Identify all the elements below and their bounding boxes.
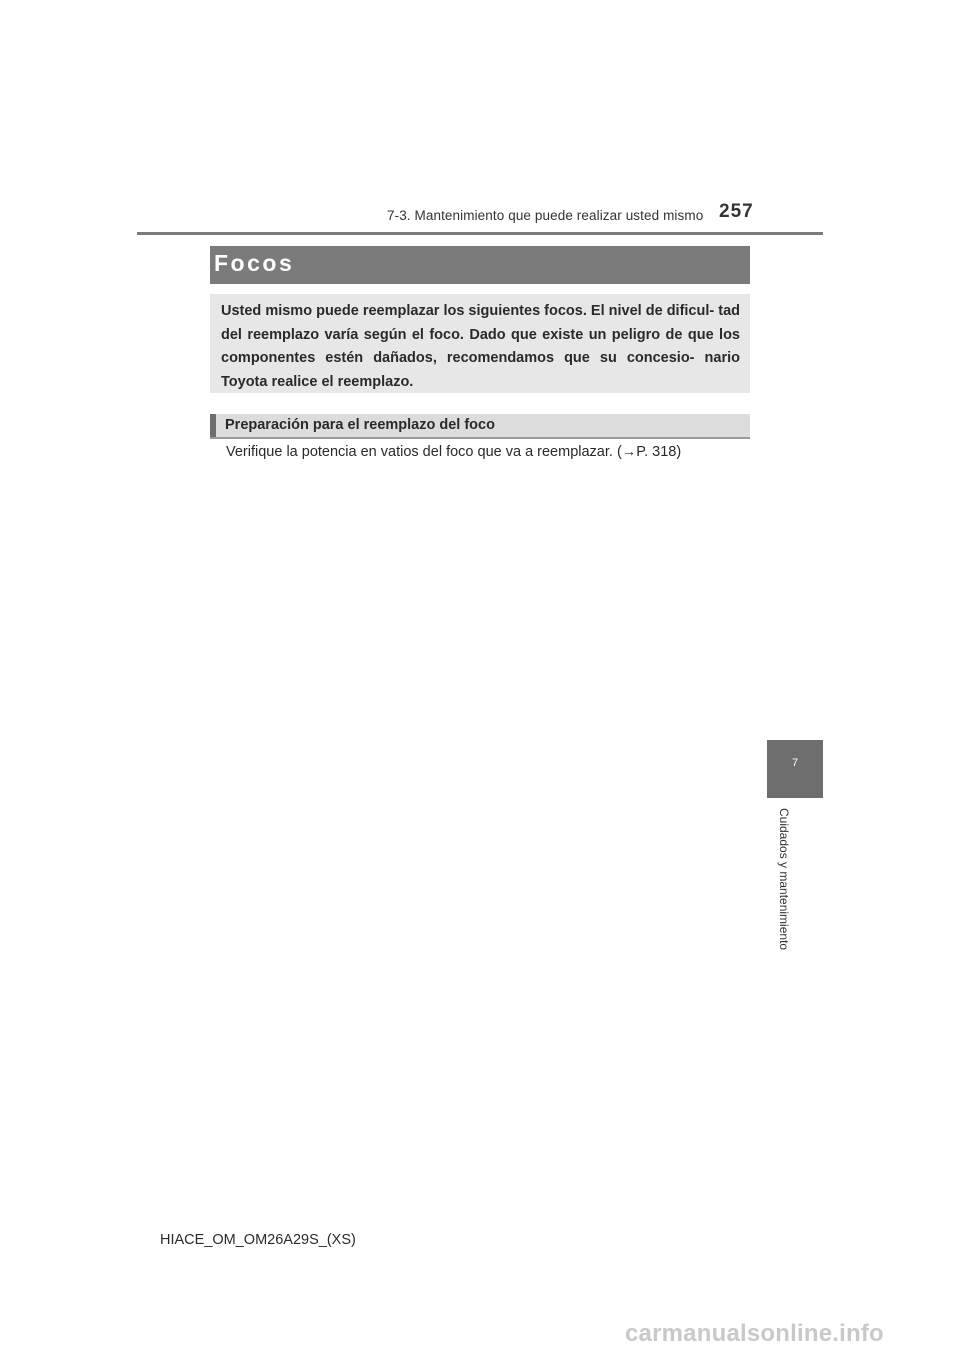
- subsection-title: Preparación para el reemplazo del foco: [225, 417, 495, 433]
- title-bar: [210, 246, 750, 284]
- header-divider: [137, 232, 823, 235]
- page-number: 257: [719, 201, 754, 222]
- chapter-label: Cuidados y mantenimiento: [777, 808, 791, 951]
- page-title: Focos: [214, 250, 295, 276]
- chapter-number: 7: [791, 757, 799, 769]
- intro-text: Usted mismo puede reemplazar los siguientes focos. El nivel de dificul- tad del reemplazo varía según el foco. Dado que existe un peligro de que los componentes estén dañados, recomendamos que su concesio- nario Toyota realice el reemplazo.: [221, 303, 740, 390]
- footer-code: HIACE_OM_OM26A29S_(XS): [160, 1232, 356, 1248]
- subsection-header: [210, 414, 750, 439]
- watermark: carmanualsonline.info: [625, 1320, 884, 1347]
- subsection-accent-bar: [210, 414, 216, 437]
- header-section-title: 7-3. Mantenimiento que puede realizar usted mismo: [387, 208, 704, 223]
- intro-box: [210, 294, 750, 393]
- body-text: Verifique la potencia en vatios del foco que va a reemplazar. (→P. 318): [226, 444, 682, 460]
- chapter-tab: [767, 740, 823, 798]
